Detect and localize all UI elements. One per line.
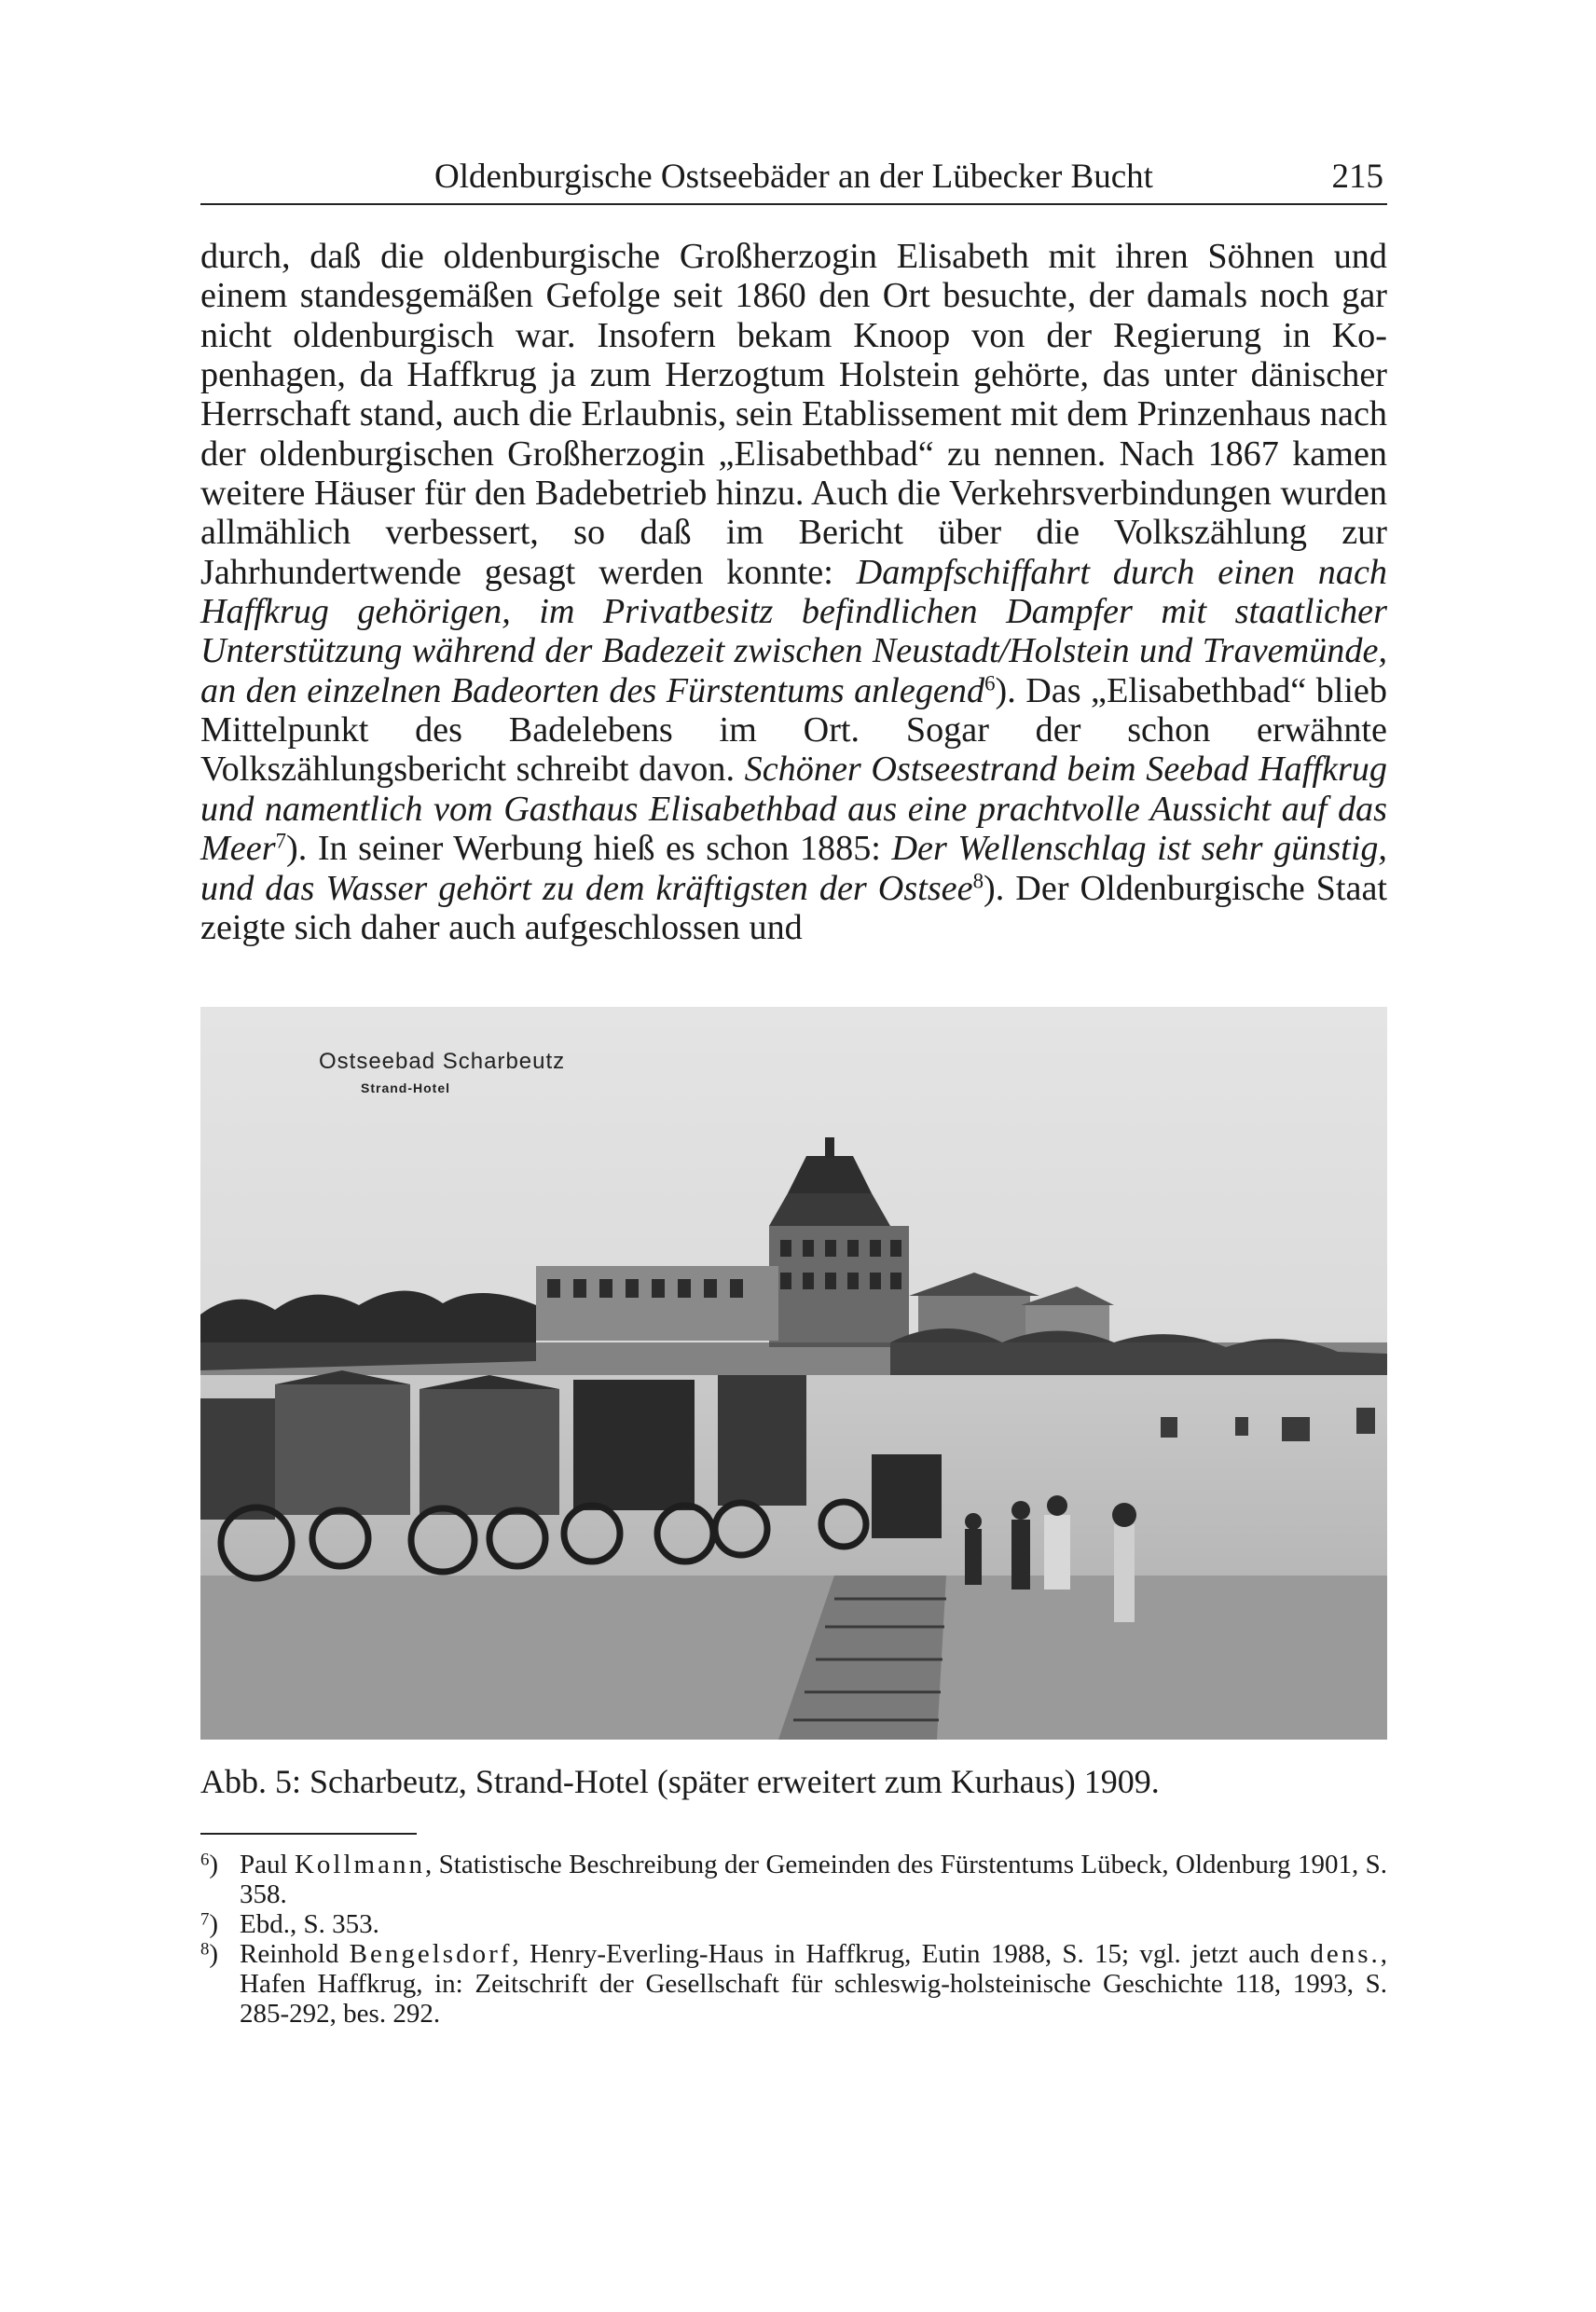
footnote-author: Kollmann xyxy=(294,1850,425,1879)
footnote-text: Ebd., S. 353. xyxy=(240,1909,379,1939)
footnotes xyxy=(200,1850,1387,2029)
footnote-text: , Henry-Everling-Haus in Haffkrug, Eutin 1988, S. 15; vgl. jetzt auch xyxy=(512,1939,1311,1969)
figure-caption: Abb. 5: Scharbeutz, Strand-Hotel (später erweitert zum Kurhaus) 1909. xyxy=(200,1763,1160,1800)
footnote-rule xyxy=(200,1833,417,1835)
footnote-mark: 7 xyxy=(200,1909,210,1930)
quote-2: Schöner Ostseestrand beim Seebad Haffkrug und namentlich vom Gasthaus Elisabethbad aus eine prachtvolle Aussicht auf das Meer xyxy=(200,750,1387,869)
footnote-7: $^7$) Ebd., S. 353. xyxy=(200,1909,379,1939)
photo-sublabel: Strand-Hotel xyxy=(361,1080,450,1095)
footnote-author: dens. xyxy=(1310,1939,1381,1969)
running-header xyxy=(200,153,1387,205)
body-text-2: ). Das „Elisabethbad“ blieb Mittelpunkt des Badelebens im Ort. Sogar der schon erwähnte Volkszählungsbericht schreibt davon. xyxy=(200,670,1387,790)
footnote-ref-8: 8 xyxy=(972,868,984,892)
footnote-text: Paul xyxy=(240,1850,295,1879)
photo-label: Ostseebad Scharbeutz xyxy=(319,1049,566,1074)
body-paragraph xyxy=(200,237,1387,947)
body-text-3: ). In seiner Werbung hieß es schon 1885: xyxy=(286,829,892,869)
footnote-text: , Hafen Haffkrug, in: Zeitschrift der Gesellschaft für schleswig-holsteinische Geschichte 118, 1993, S. 285-292, bes. 292. xyxy=(240,1939,1387,2029)
quote-1: Dampfschiffahrt durch einen nach Haffkrug gehörigen, im Privatbesitz befindlichen Dampfer mit staatlicher Unterstützung während der Badezeit zwischen Neustadt/Holstein und Travemünde, an den einzelnen Badeorten des Fürstentums anlegend xyxy=(200,552,1387,710)
quote-3: Der Wellenschlag ist sehr günstig, und das Wasser gehört zu dem kräftigsten der Ostsee xyxy=(200,829,1387,908)
running-title: Oldenburgische Ostseebäder an der Lübecker Bucht xyxy=(434,158,1153,196)
photo-drawing xyxy=(200,1007,1387,1740)
body-text-1: durch, daß die oldenburgische Großherzogin Elisabeth mit ihren Söhnen und einem standesgemäßen Gefolge seit 1860 den Ort besuchte, der damals noch gar nicht oldenburgisch war. Insofern bekam Knoop von der Regierung in Kopenhagen, da Haffkrug ja zum Herzogtum Holstein gehörte, das unter dänischer Herrschaft stand, auch die Erlaubnis, sein Etablissement mit dem Prinzenhaus nach der oldenburgischen Großherzogin „Elisabethbad“ zu nennen. Nach 1867 kamen weitere Häuser für den Badebetrieb hinzu. Auch die Verkehrsverbindungen wurden allmählich verbessert, so daß im Bericht über die Volkszählung zur Jahrhundertwende gesagt werden konnte: xyxy=(200,237,1387,592)
footnote-text: , Statistische Beschreibung der Gemeinden des Fürstentums Lübeck, Oldenburg 1901, S. 358. xyxy=(240,1850,1388,1909)
body-text-4: ). Der Oldenburgische Staat zeigte sich daher auch aufgeschlossen und xyxy=(200,868,1388,947)
page-number: 215 xyxy=(1331,158,1383,196)
footnote-8: $^8$) Reinhold Bengelsdorf, Henry-Everling-Haus in Haffkrug, Eutin 1988, S. 15; vgl. jetzt auch dens., Hafen Haffkrug, in: Zeitschrift der Gesellschaft für schleswig-holsteinische Geschichte 118, 1993, S. 285-292, bes. 292. xyxy=(200,1939,1387,2029)
footnote-ref-7: 7 xyxy=(275,829,287,853)
footnote-ref-6: 6 xyxy=(984,671,996,695)
footnote-author: Bengelsdorf xyxy=(349,1939,513,1969)
footnote-mark: 6 xyxy=(200,1850,210,1870)
historic-photo xyxy=(200,1007,1387,1740)
footnote-6: $^6$) Paul Kollmann, Statistische Beschreibung der Gemeinden des Fürstentums Lübeck, Oldenburg 1901, S. 358. xyxy=(200,1850,1388,1909)
footnote-text: Reinhold xyxy=(240,1939,350,1969)
footnote-mark: 8 xyxy=(200,1939,210,1960)
